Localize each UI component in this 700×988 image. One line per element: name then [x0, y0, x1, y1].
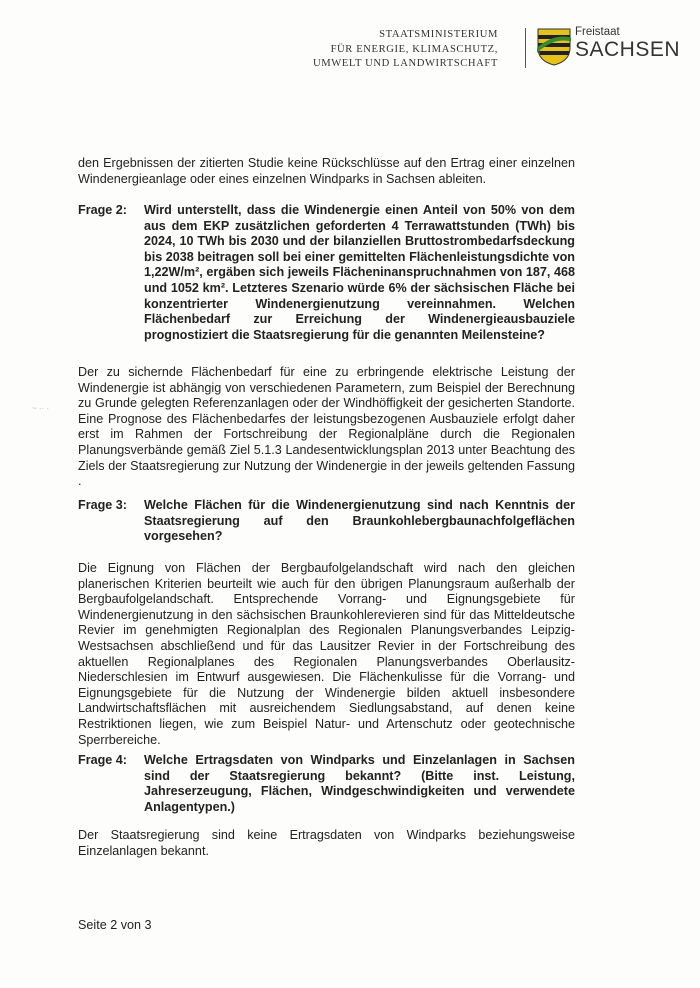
question-3 [78, 498, 575, 545]
question-label: Frage 3: [78, 498, 127, 512]
question-text: Wird unterstellt, dass die Windenergie einen Anteil von 50% von dem aus dem EKP zusätzlichen geforderten 4 Terrawattstunden (TWh) bis 2024, 10 TWh bis 2030 und der bilanziellen Bruttostrombedarfsdeckung bis 2038 beitragen soll bei einer gemittelten Flächenleistungsdichte von 1,22W/m², ergäben sich jeweils Flächeninanspruchnahmen von 187, 468 und 1052 km². Letzteres Szenario würde 6% der sächsischen Fläche bei konzentrierter Windenergienutzung vereinnahmen. Welchen Flächenbedarf zur Erreichung der Windenergieausbauziele prognostiziert die Staatsregierung für die genannten Meilensteine? [144, 203, 575, 342]
letterhead [312, 26, 681, 76]
question-label: Frage 4: [78, 753, 127, 767]
question-label: Frage 2: [78, 203, 127, 217]
brand-small: Freistaat [575, 26, 620, 38]
answer-3: Die Eignung von Flächen der Bergbaufolgelandschaft wird nach den gleichen planerischen Kriterien beurteilt wie auch für den übrigen Planungsraum außerhalb der Bergbaufolgelandschaft. Entsprechende Vorrang- und Eignungsgebiete für Windenergienutzung in den sächsischen Braunkohlerevieren sind für das Mitteldeutsche Revier im genehmigten Regionalplan des Regionalen Planungsverbandes Leipzig-Westsachsen abschließend und für das Lausitzer Revier in der Fortschreibung des aktuellen Regionalplanes des Regionalen Planungsverbandes Oberlausitz-Niederschlesien im Entwurf ausgewiesen. Die Flächenkulisse für die Vorrang- und Eignungsgebiete für die Nutzung der Windenergie bilden aktuell insbesondere Landwirtschaftsflächen mit ausreichendem Siedlungsabstand, auf denen keine Restriktionen liegen, wie zum Beispiel Natur- und Artenschutz oder geotechnische Sperrbereiche. [78, 561, 575, 747]
header-divider [525, 28, 526, 68]
brand [575, 26, 680, 61]
ministry-line-3: UMWELT UND LANDWIRTSCHAFT [312, 58, 498, 69]
answer-4: Der Staatsregierung sind keine Ertragsdaten von Windparks beziehungsweise Einzelanlagen bekannt. [78, 828, 575, 858]
brand-big: SACHSEN [575, 38, 681, 61]
intro-paragraph: den Ergebnissen der zitierten Studie keine Rückschlüsse auf den Ertrag einer einzelnen Windenergieanlage oder eines einzelnen Windparks in Sachsen ableiten. [78, 156, 575, 186]
question-4 [78, 753, 575, 815]
question-text: Welche Flächen für die Windenergienutzung sind nach Kenntnis der Staatsregierung auf den Braunkohlebergbaunachfolgeflächen vorgesehen? [144, 498, 575, 544]
ministry-line-1: STAATSMINISTERIUM [379, 29, 498, 40]
ministry-name [258, 28, 498, 72]
answer-2: Der zu sichernde Flächenbedarf für eine zu erbringende elektrische Leistung der Windenergie ist abhängig von verschiedenen Parametern, zum Beispiel der Berechnung zu Grunde gelegten Referenzanlagen oder der Windhöffigkeit der gesicherten Standorte. Eine Prognose des Flächenbedarfes der leistungsbezogenen Ausbauziele erfolgt daher erst im Rahmen der Fortschreibung der Regionalpläne durch die Regionalen Planungsverbände gemäß Ziel 5.1.3 Landesentwicklungsplan 2013 unter Beachtung des Ziels der Staatsregierung zur Nutzung der Windenergie in der jeweils geltenden Fassung . [78, 365, 575, 489]
question-text: Welche Ertragsdaten von Windparks und Einzelanlagen in Sachsen sind der Staatsregierung bekannt? (Bitte inst. Leistung, Jahreserzeugung, Flächen, Windgeschwindigkeiten und verwendete Anlagentypen.) [144, 753, 575, 814]
ministry-line-2: FÜR ENERGIE, KLIMASCHUTZ, [330, 43, 498, 55]
scan-mark: ~ ·· · [32, 404, 50, 413]
page-number: Seite 2 von 3 [78, 918, 152, 932]
saxony-crest-icon [537, 28, 571, 71]
question-2 [78, 203, 575, 343]
